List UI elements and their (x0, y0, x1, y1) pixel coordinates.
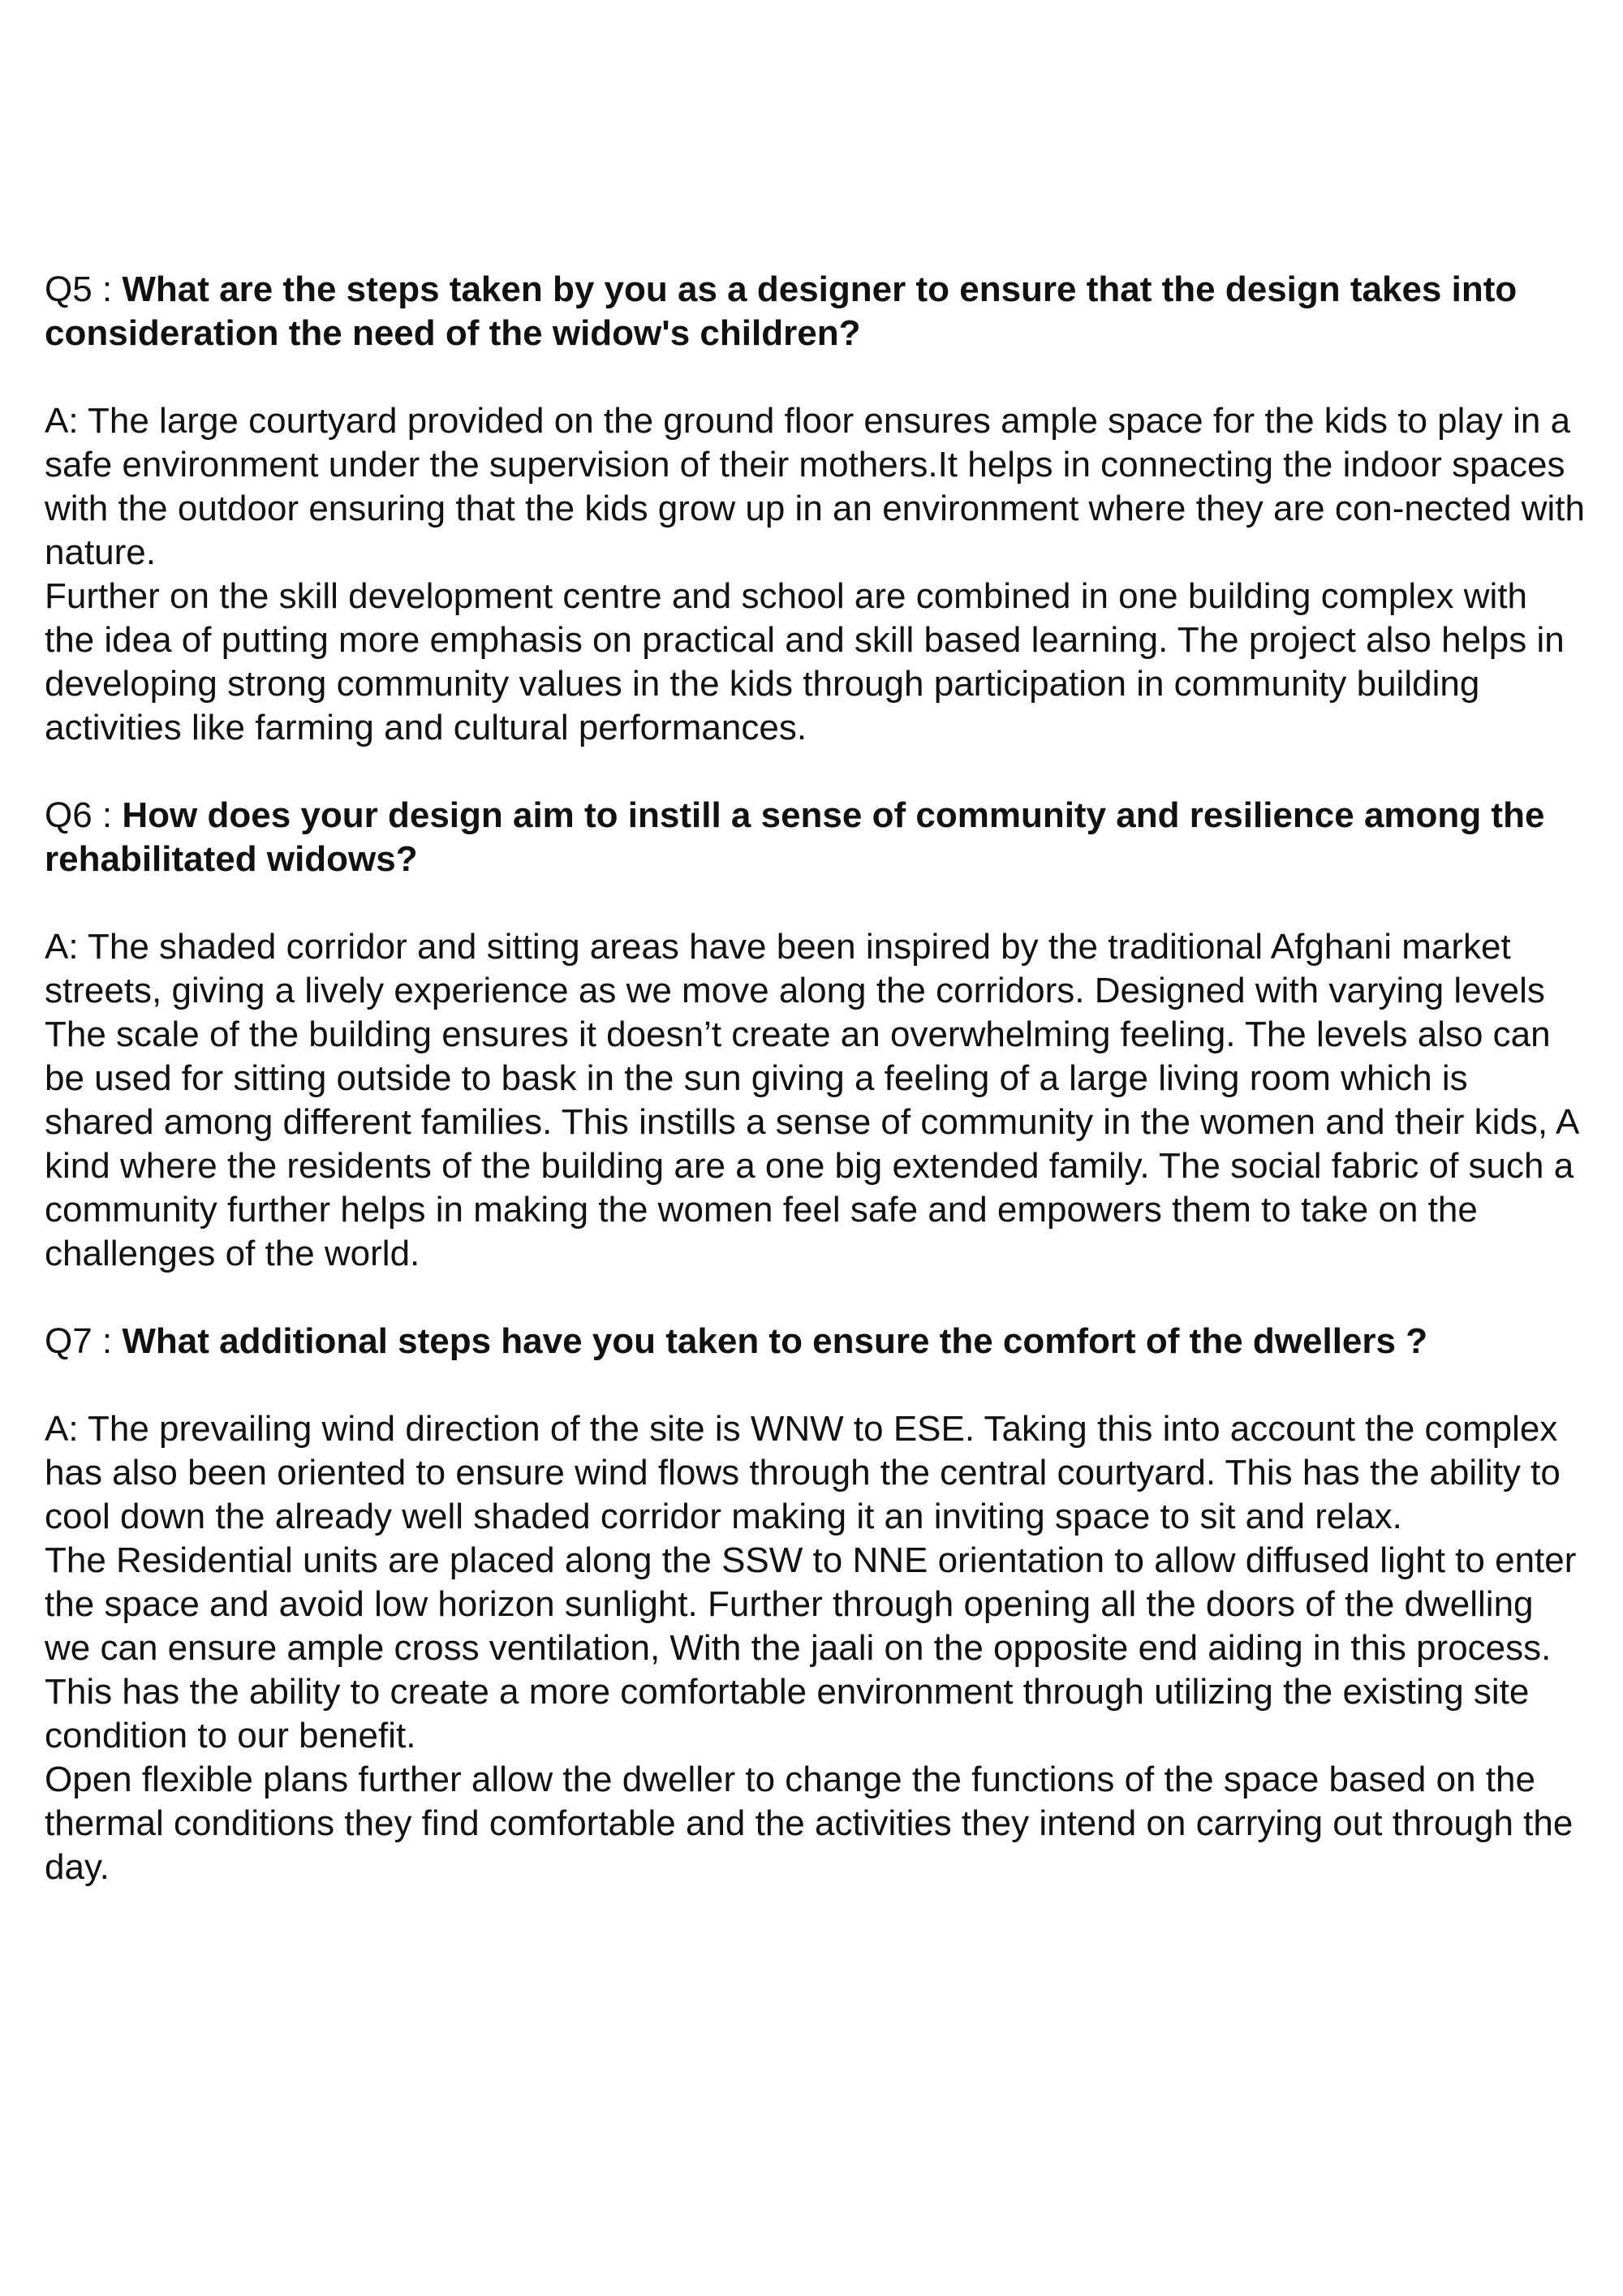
question-text: What additional steps have you taken to ensure the comfort of the dwellers ? (122, 1321, 1428, 1361)
answer-paragraph: A: The large courtyard provided on the ground floor ensures ample space for the kids to play in a safe environment under the supervision of their mothers.It helps in connecting the indoor spaces with the outdoor ensuring that the kids grow up in an environment where they are con-nected with nature. (45, 401, 1585, 572)
answer-paragraph: A: The prevailing wind direction of the site is WNW to ESE. Taking this into account the complex has also been oriented to ensure wind flows through the central courtyard. This has the ability to cool down the already well shaded corridor making it an inviting space to sit and relax. (45, 1409, 1561, 1536)
question-heading (45, 1320, 1586, 1363)
answer-body (45, 925, 1586, 1276)
question-number: Q5 : (45, 269, 123, 309)
document-page (45, 268, 1586, 1933)
question-heading (45, 794, 1586, 881)
answer-paragraph: Open flexible plans further allow the dweller to change the functions of the space based on the thermal conditions they find comfortable and the activities they intend on carrying out through the day. (45, 1760, 1573, 1887)
question-heading (45, 268, 1586, 355)
qa-block-q5 (45, 268, 1586, 750)
answer-body (45, 1407, 1586, 1889)
question-text: How does your design aim to instill a sense of community and resilience among the rehabilitated widows? (45, 795, 1545, 879)
answer-paragraph: The Residential units are placed along the SSW to NNE orientation to allow diffused light to enter the space and avoid low horizon sunlight. Further through opening all the doors of the dwelling we can ensure ample cross ventilation, With the jaali on the opposite end aiding in this process. This has the ability to create a more comfortable environment through utilizing the existing site condition to our benefit. (45, 1540, 1577, 1755)
qa-block-q6 (45, 794, 1586, 1276)
answer-paragraph: A: The shaded corridor and sitting areas have been inspired by the traditional Afghani market streets, giving a lively experience as we move along the corridors. Designed with varying levels The scale of the building ensures it doesn’t create an overwhelming feeling. The levels also can be used for sitting outside to bask in the sun giving a feeling of a large living room which is shared among different families. This instills a sense of community in the women and their kids, A kind where the residents of the building are a one big extended family. The social fabric of such a community further helps in making the women feel safe and empowers them to take on the challenges of the world. (45, 927, 1578, 1273)
answer-body (45, 399, 1586, 750)
question-text: What are the steps taken by you as a designer to ensure that the design takes into consideration the need of the widow's children? (45, 269, 1518, 353)
qa-block-q7 (45, 1320, 1586, 1889)
question-number: Q6 : (45, 795, 123, 835)
question-number: Q7 : (45, 1321, 123, 1361)
answer-paragraph: Further on the skill development centre and school are combined in one building complex with the idea of putting more emphasis on practical and skill based learning. The project also helps in developing strong community values in the kids through participation in community building activities like farming and cultural performances. (45, 576, 1565, 747)
